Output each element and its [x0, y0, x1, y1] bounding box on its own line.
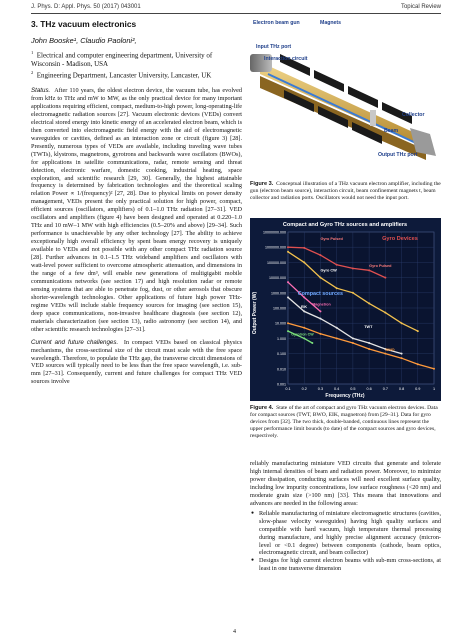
chart-title: Compact and Gyro THz sources and amplifiers	[282, 222, 408, 228]
figure-3-caption: Figure 3. Conceptual illustration of a THz vacuum electron amplifier, including the gun (electron beam source), interaction circuit, beam confinement magnets t, beam collector and radiation ports. Oscillators would not need the input port.	[250, 181, 441, 201]
data-point	[336, 264, 338, 266]
data-point	[352, 292, 354, 294]
x-tick-label: 0.7	[382, 387, 388, 391]
data-point	[303, 247, 305, 249]
chart-annotation: Gyrotron CW	[291, 332, 314, 337]
y-axis-label: Output Power (W)	[252, 291, 258, 335]
data-point	[384, 353, 386, 355]
data-point	[319, 333, 321, 335]
data-point	[417, 330, 419, 332]
label-magnets: Magnets	[320, 20, 342, 26]
chart-annotation: BWO	[385, 347, 395, 352]
challenges-paragraph: Current and future challenges. In compact VEDs based on classical physics mechanisms, the cross-sectional size of the circuit must scale with the free space wavelength. Therefore, to populate the THz gap, the transverse circuit dimensions of VED sources will typically need to be less than the free space wavelength, i.e. sub-mm [27–31]. Consequently, current and future challenges for compact THz VED sources involve	[31, 338, 243, 386]
data-point	[287, 330, 289, 332]
x-tick-label: 0.2	[301, 387, 307, 391]
label-collector: Collector	[402, 112, 425, 118]
header-rule	[31, 13, 441, 14]
chart-annotation: TWT	[364, 324, 373, 329]
x-tick-label: 0.5	[350, 387, 356, 391]
label-beam: Beam	[384, 128, 399, 134]
y-tick-label: 100.000	[273, 306, 286, 311]
journal-citation: J. Phys. D: Appl. Phys. 50 (2017) 043001	[31, 4, 141, 10]
data-point	[303, 327, 305, 329]
affiliation-2: $^2$ Engineering Department, Lancaster University, Lancaster, UK	[31, 69, 212, 80]
y-tick-label: 1000000.000	[265, 245, 286, 250]
label-gun: Electron beam gun	[253, 20, 300, 26]
section-title: 3. THz vacuum electronics	[31, 19, 137, 29]
label-input: Input THz port	[256, 44, 292, 50]
data-point	[319, 318, 321, 320]
challenge-list	[250, 510, 441, 574]
data-point	[352, 337, 354, 339]
data-point	[336, 287, 338, 289]
data-point	[303, 310, 305, 312]
chart-annotation: Gyro Pulsed	[369, 263, 392, 268]
chart-annotation: Compact sources	[297, 291, 343, 298]
data-point	[401, 322, 403, 324]
page-number: 4	[233, 629, 236, 635]
data-point	[287, 251, 289, 253]
data-point	[287, 322, 289, 324]
running-header	[31, 4, 441, 10]
article-type: Topical Review	[400, 4, 441, 10]
chart-annotation: Gyro Pulsed	[320, 236, 343, 241]
data-point	[401, 357, 403, 359]
x-tick-label: 0.4	[334, 387, 340, 391]
chart-annotation: EIK	[300, 305, 307, 309]
data-point	[368, 348, 370, 350]
chart-annotation: Gyro Devices	[382, 235, 418, 242]
figure-3-illustration	[250, 16, 441, 176]
chart-annotation: Gyro CW	[320, 268, 337, 273]
data-point	[303, 337, 305, 339]
x-tick-label: 0.8	[398, 387, 405, 391]
status-paragraph: Status. After 110 years, the oldest electron device, the vacuum tube, has evolved from kHz to THz and mW to MW, as the only practical device for many important applications requiring efficient, compact, medium-to-high power, long-operating-life electromagnetic radiation sources [27]. Vacuum electronic devices (VEDs) convert electrical stored energy into kinetic energy of an accelerated electron beam, which is then converted into electromagnetic field energy with the aid of electromagnetic waveguides or cavities, defined as an interaction zone or circuit (figure 3) [28]. Presently, numerous types of VEDs are available, including traveling wave tubes (TWTs), klystrons, magnetrons, gyrotrons and backwards wave oscillators (BWOs), for applications in satellite communications, radar, remote sensing and threat detection, electronic warfare, domestic cooking, industrial heating, space exploration, and scientific research [29, 30]. Generally, the highest attainable frequency is determined by fabrication technologies and the theoretical scaling relation Power ∝ 1/(frequency)² [27, 28]. Due to physical limits on power density management, VEDs present the only practical solution for high power, compact, efficient sources (oscillators, amplifiers) of 0.1–1.0 THz radiation [27–31]. VED oscillators and amplifiers (figure 4) have been designed and operated at 0.220–1.0 THz and 10 mW–1 MW with high efficiencies (0.5–20% and above) [29–34]. Such performance is unachievable by any other technology [27]. The ability to achieve exceptionally high overall efficiency by spent beam energy recovery is uniquely available to VEDs and not possible with any other compact THz radiation source [28]. Further advances in 0.1–1.5 THz wideband amplifiers and oscillators with watt-level power sufficient to overcome atmospheric attenuation, and dimensions in the range of a few dm³, will enable new generations of multigigabit mobile communications networks (see section 17) and high resolution radar or remote sensing systems that are able to penetrate fog, dust, or other aerosols that obscure shorter-wavelength technologies. Other applications of future high power THz-regime VEDs will include stable frequency sources for imaging (see section 15), deep space communications, non-invasive healthcare diagnosis (see section 12), materials characterization (see section 13), radio astronomy (see section 14), and other scientific research technologies [27–31].	[31, 87, 242, 333]
data-point	[336, 337, 338, 339]
x-tick-label: 0.3	[317, 387, 324, 391]
data-point	[287, 296, 289, 298]
x-tick-label: 0.9	[415, 387, 421, 391]
figure-4-chart	[250, 218, 441, 401]
data-point	[384, 312, 386, 314]
data-point	[433, 368, 435, 370]
data-point	[287, 246, 289, 248]
data-point	[319, 277, 321, 279]
data-point	[368, 302, 370, 304]
data-point	[303, 261, 305, 263]
data-point	[384, 277, 386, 279]
x-tick-label: 1	[432, 387, 436, 391]
y-tick-label: 10.000	[275, 321, 286, 326]
y-tick-label: 1.000	[277, 336, 286, 341]
authors: John Booske¹, Claudio Paoloni²,	[31, 36, 137, 45]
data-point	[311, 342, 313, 344]
y-tick-label: 10000000.000	[263, 230, 286, 235]
data-point	[368, 269, 370, 271]
x-tick-label: 0.6	[366, 387, 372, 391]
affiliation-1: $^1$ Electrical and computer engineering department, University of Wisconsin - Madison, USA	[31, 50, 213, 69]
y-tick-label: 0.100	[277, 352, 286, 357]
y-tick-label: 0.001	[277, 382, 286, 387]
data-point	[352, 267, 354, 269]
y-tick-label: 0.010	[277, 367, 286, 372]
left-column	[31, 17, 242, 386]
data-point	[401, 353, 403, 355]
y-tick-label: 1000.000	[271, 291, 286, 296]
x-tick-label: 0.1	[285, 387, 291, 391]
data-point	[336, 327, 338, 329]
y-tick-label: 100000.000	[267, 260, 286, 265]
data-point	[352, 342, 354, 344]
data-point	[417, 363, 419, 365]
right-column-text	[250, 460, 441, 573]
figure-4-caption: Figure 4. State of the art of compact and gyro THz vacuum electron devices. Data for compact sources (TWT, BWO, EIK, magnetron) from [29–31]. Data for gyro devices from [32]. The two thick, double-banded, continuous lines represent the upper performance limit bounds (to date) of the compact sources and gyro devices, respectively.	[250, 405, 438, 439]
data-point	[319, 310, 321, 312]
list-item: ● Designs for high current electron beams with sub-mm cross-sections, at least in one transverse dimension	[259, 557, 441, 573]
label-interaction: Interaction circuit	[264, 56, 308, 62]
label-output: Output THz port	[378, 152, 418, 158]
data-point	[368, 342, 370, 344]
data-point	[287, 281, 289, 283]
data-point	[319, 254, 321, 256]
right-paragraph: reliably manufacturing miniature VED circuits that generate and tolerate high internal densities of beam and radiation power. Moreover, to minimize power dissipation, conducting surfaces will need excellent surface quality, including low impurity concentrations, low surface roughness (<20 nm) and moderate grain size (>100 nm) [33]. This means that innovations and advances are needed in the following areas:	[250, 460, 441, 507]
list-item: ● Reliable manufacturing of miniature electromagnetic structures (cavities, slow-phase velocity waveguides) having high quality surfaces and compatible with hard vacuum, high temperature thermal processing during manufacture, and highly precise alignment accuracy (micron-level or <0.1 degree) between components (cathode, beam optics, electromagnetic circuit, and beam collector)	[259, 510, 441, 558]
x-axis-label: Frequency (THz)	[325, 393, 365, 399]
chart-annotation: Magnetron	[312, 302, 331, 307]
y-tick-label: 10000.000	[269, 276, 286, 281]
